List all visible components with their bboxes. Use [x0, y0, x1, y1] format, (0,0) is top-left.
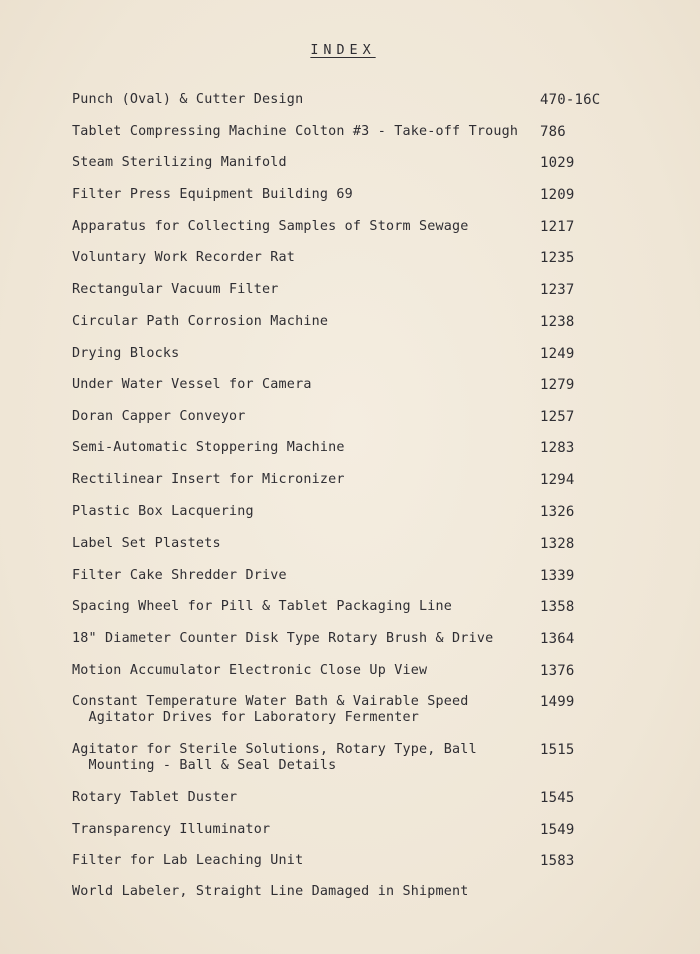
- entry-page-number: 1238: [540, 314, 575, 330]
- entry-page-number: 1358: [540, 599, 575, 615]
- entry-page-number: 1549: [540, 822, 575, 838]
- entry-description: Voluntary Work Recorder Rat: [72, 250, 296, 265]
- entry-description: Semi-Automatic Stoppering Machine: [72, 440, 345, 455]
- entry-page-number: 1257: [540, 409, 575, 425]
- entry-description: Doran Capper Conveyor: [72, 409, 246, 424]
- entry-page-number: 786: [540, 124, 566, 140]
- entry-description: Rectangular Vacuum Filter: [72, 282, 279, 297]
- entry-description: Plastic Box Lacquering: [72, 504, 254, 519]
- entry-description: Filter Press Equipment Building 69: [72, 187, 353, 202]
- entry-description: Drying Blocks: [72, 346, 180, 361]
- entry-description: World Labeler, Straight Line Damaged in Shipment: [72, 884, 469, 899]
- entry-page-number: 1279: [540, 377, 575, 393]
- entry-description: Apparatus for Collecting Samples of Storm Sewage: [72, 219, 469, 234]
- entry-description: Constant Temperature Water Bath & Vairable Speed Agitator Drives for Laboratory Fermenter: [72, 694, 469, 725]
- entry-description: 18" Diameter Counter Disk Type Rotary Brush & Drive: [72, 631, 494, 646]
- entry-description: Tablet Compressing Machine Colton #3 - Take-off Trough: [72, 124, 519, 139]
- entry-description: Agitator for Sterile Solutions, Rotary Type, Ball Mounting - Ball & Seal Details: [72, 742, 477, 773]
- entry-description: Label Set Plastets: [72, 536, 221, 551]
- entry-page-number: 1364: [540, 631, 575, 647]
- entry-page-number: 1545: [540, 790, 575, 806]
- entry-page-number: 1283: [540, 440, 575, 456]
- entry-page-number: 1249: [540, 346, 575, 362]
- entry-page-number: 1499: [540, 694, 575, 710]
- entry-page-number: 1326: [540, 504, 575, 520]
- entry-page-number: 1235: [540, 250, 575, 266]
- entry-description: Transparency Illuminator: [72, 822, 271, 837]
- entry-description: Filter Cake Shredder Drive: [72, 568, 287, 583]
- page-title: INDEX: [310, 43, 376, 58]
- entry-page-number: 1515: [540, 742, 575, 758]
- entry-description: Rotary Tablet Duster: [72, 790, 238, 805]
- entry-description: Steam Sterilizing Manifold: [72, 155, 287, 170]
- entry-description: Rectilinear Insert for Micronizer: [72, 472, 345, 487]
- entry-page-number: 1217: [540, 219, 575, 235]
- entry-page-number: 1294: [540, 472, 575, 488]
- entry-page-number: 1583: [540, 853, 575, 869]
- entry-description: Under Water Vessel for Camera: [72, 377, 312, 392]
- entry-page-number: 1376: [540, 663, 575, 679]
- entry-description: Spacing Wheel for Pill & Tablet Packaging Line: [72, 599, 453, 614]
- entry-page-number: 1339: [540, 568, 575, 584]
- entry-page-number: 470-16C: [540, 92, 601, 108]
- entry-page-number: 1328: [540, 536, 575, 552]
- entry-description: Filter for Lab Leaching Unit: [72, 853, 304, 868]
- entry-page-number: 1237: [540, 282, 575, 298]
- entry-description: Motion Accumulator Electronic Close Up View: [72, 663, 428, 678]
- entry-description: Circular Path Corrosion Machine: [72, 314, 329, 329]
- entry-description: Punch (Oval) & Cutter Design: [72, 92, 304, 107]
- entry-page-number: 1209: [540, 187, 575, 203]
- entry-page-number: 1029: [540, 155, 575, 171]
